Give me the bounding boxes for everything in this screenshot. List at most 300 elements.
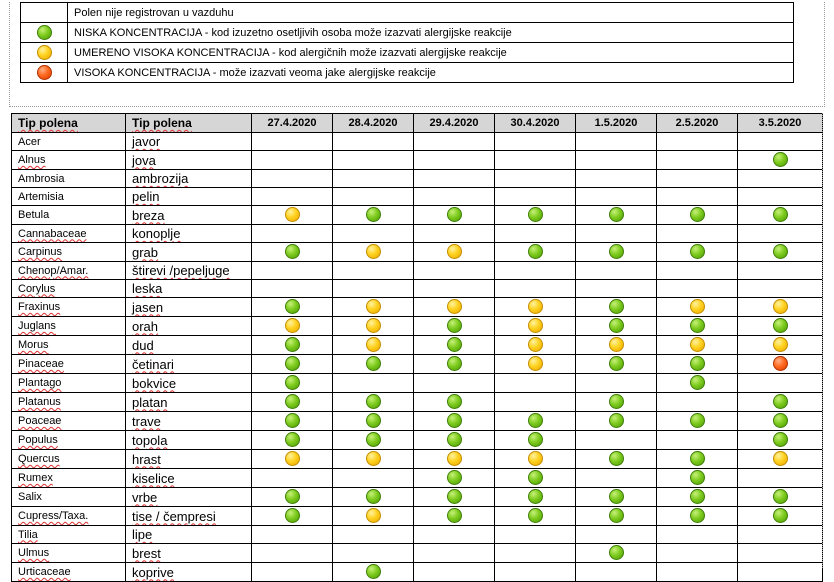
pollen-table <box>11 113 823 582</box>
concentration-cell <box>414 450 495 469</box>
concentration-cell <box>495 526 576 544</box>
green-dot-icon <box>609 318 624 333</box>
concentration-cell <box>252 355 333 374</box>
latin-name: Populus <box>18 434 58 446</box>
concentration-cell <box>252 526 333 544</box>
green-dot-icon <box>366 564 381 579</box>
concentration-cell <box>738 336 823 355</box>
yellow-dot-icon <box>609 337 624 352</box>
concentration-cell <box>657 262 738 280</box>
green-dot-icon <box>773 244 788 259</box>
table-row <box>12 280 823 298</box>
latin-name: Plantago <box>18 377 62 389</box>
local-name: platan <box>132 394 168 410</box>
concentration-cell <box>738 317 823 336</box>
legend-table <box>20 2 794 83</box>
concentration-cell <box>495 151 576 170</box>
concentration-cell <box>414 188 495 206</box>
concentration-cell <box>333 469 414 488</box>
latin-name: Poaceae <box>18 415 62 427</box>
column-header-label: Tip polena <box>132 116 192 130</box>
concentration-cell <box>252 317 333 336</box>
concentration-cell <box>414 280 495 298</box>
concentration-cell <box>576 280 657 298</box>
yellow-dot-icon <box>366 299 381 314</box>
concentration-cell <box>333 317 414 336</box>
column-header-pollen-type <box>12 114 126 133</box>
concentration-cell <box>495 374 576 393</box>
latin-name: Salix <box>18 491 42 503</box>
green-dot-icon <box>285 394 300 409</box>
concentration-cell <box>252 563 333 582</box>
local-name: leska <box>132 281 163 296</box>
concentration-cell <box>576 133 657 151</box>
local-name: vrbe <box>132 489 158 505</box>
green-dot-icon <box>609 451 624 466</box>
green-dot-icon <box>773 152 788 167</box>
concentration-cell <box>252 225 333 243</box>
green-dot-icon <box>609 489 624 504</box>
local-name: topola <box>132 432 168 448</box>
table-header-row <box>12 114 823 133</box>
green-dot-icon <box>285 244 300 259</box>
page-border <box>822 113 823 568</box>
concentration-cell <box>495 188 576 206</box>
concentration-cell <box>657 225 738 243</box>
yellow-dot-icon <box>366 451 381 466</box>
green-dot-icon <box>773 413 788 428</box>
concentration-cell <box>738 450 823 469</box>
concentration-cell <box>657 488 738 507</box>
latin-name: Rumex <box>18 472 53 484</box>
concentration-cell <box>333 336 414 355</box>
green-dot-icon <box>773 394 788 409</box>
concentration-cell <box>657 469 738 488</box>
local-name: ambrozija <box>132 171 189 186</box>
green-dot-icon <box>528 489 543 504</box>
green-dot-icon <box>609 356 624 371</box>
concentration-cell <box>657 133 738 151</box>
concentration-cell <box>576 507 657 526</box>
concentration-cell <box>657 393 738 412</box>
yellow-dot-icon <box>447 244 462 259</box>
concentration-cell <box>333 507 414 526</box>
concentration-cell <box>333 133 414 151</box>
concentration-cell <box>495 170 576 188</box>
local-name: lipe <box>132 527 153 542</box>
concentration-cell <box>657 374 738 393</box>
table-row <box>12 170 823 188</box>
concentration-cell <box>738 412 823 431</box>
concentration-cell <box>252 507 333 526</box>
concentration-cell <box>576 412 657 431</box>
concentration-cell <box>657 544 738 563</box>
concentration-cell <box>252 243 333 262</box>
concentration-cell <box>414 206 495 225</box>
concentration-cell <box>576 355 657 374</box>
concentration-cell <box>576 544 657 563</box>
green-dot-icon <box>366 489 381 504</box>
concentration-cell <box>738 374 823 393</box>
local-name: trave <box>132 413 161 429</box>
green-dot-icon <box>285 489 300 504</box>
table-row <box>12 243 823 262</box>
concentration-cell <box>576 526 657 544</box>
yellow-dot-icon <box>37 45 52 60</box>
concentration-cell <box>738 563 823 582</box>
concentration-cell <box>495 412 576 431</box>
green-dot-icon <box>366 413 381 428</box>
concentration-cell <box>252 280 333 298</box>
concentration-cell <box>414 355 495 374</box>
local-name: četinari <box>132 356 174 372</box>
concentration-cell <box>657 450 738 469</box>
legend-text: VISOKA KONCENTRACIJA - može izazvati veoma jake alergijske reakcije <box>68 63 794 83</box>
concentration-cell <box>495 355 576 374</box>
concentration-cell <box>252 431 333 450</box>
concentration-cell <box>576 469 657 488</box>
concentration-cell <box>495 280 576 298</box>
green-dot-icon <box>690 207 705 222</box>
latin-name: Tilia <box>18 528 38 541</box>
yellow-dot-icon <box>528 337 543 352</box>
concentration-cell <box>333 262 414 280</box>
column-header-date <box>333 114 414 133</box>
latin-name: Chenop/Amar. <box>18 264 89 277</box>
concentration-cell <box>738 469 823 488</box>
concentration-cell <box>495 133 576 151</box>
concentration-cell <box>252 469 333 488</box>
column-header-date <box>414 114 495 133</box>
concentration-cell <box>414 170 495 188</box>
table-row <box>12 450 823 469</box>
local-name: štirevi /pepeljuge <box>132 263 230 278</box>
yellow-dot-icon <box>285 318 300 333</box>
concentration-cell <box>252 170 333 188</box>
green-dot-icon <box>285 337 300 352</box>
concentration-cell <box>495 431 576 450</box>
concentration-cell <box>738 355 823 374</box>
local-name: orah <box>132 318 159 334</box>
concentration-cell <box>495 544 576 563</box>
concentration-cell <box>414 488 495 507</box>
concentration-cell <box>414 262 495 280</box>
yellow-dot-icon <box>447 299 462 314</box>
yellow-dot-icon <box>366 318 381 333</box>
green-dot-icon <box>528 432 543 447</box>
concentration-cell <box>738 507 823 526</box>
concentration-cell <box>333 374 414 393</box>
column-header-date <box>576 114 657 133</box>
concentration-cell <box>333 450 414 469</box>
concentration-cell <box>657 526 738 544</box>
green-dot-icon <box>609 394 624 409</box>
column-header-pollen-type <box>126 114 252 133</box>
latin-name: Carpinus <box>18 246 63 258</box>
column-header-label: 27.4.2020 <box>267 117 317 129</box>
concentration-cell <box>252 393 333 412</box>
latin-name: Cupress/Taxa. <box>18 510 89 522</box>
concentration-cell <box>576 563 657 582</box>
green-dot-icon <box>447 470 462 485</box>
green-dot-icon <box>528 508 543 523</box>
column-header-label: 2.5.2020 <box>675 117 719 129</box>
concentration-cell <box>414 225 495 243</box>
concentration-cell <box>576 243 657 262</box>
concentration-cell <box>414 151 495 170</box>
table-row <box>12 393 823 412</box>
concentration-cell <box>495 469 576 488</box>
table-row <box>12 317 823 336</box>
yellow-dot-icon <box>528 318 543 333</box>
concentration-cell <box>576 374 657 393</box>
yellow-dot-icon <box>447 451 462 466</box>
green-dot-icon <box>609 207 624 222</box>
concentration-cell <box>333 280 414 298</box>
concentration-cell <box>576 317 657 336</box>
green-dot-icon <box>447 508 462 523</box>
yellow-dot-icon <box>366 244 381 259</box>
concentration-cell <box>333 298 414 317</box>
green-dot-icon <box>366 356 381 371</box>
concentration-cell <box>414 336 495 355</box>
local-name: pelin <box>132 189 160 204</box>
concentration-cell <box>738 280 823 298</box>
latin-name: Alnus <box>18 154 46 166</box>
concentration-cell <box>495 450 576 469</box>
legend-text: Polen nije registrovan u vazduhu <box>68 3 794 23</box>
concentration-cell <box>495 225 576 243</box>
concentration-cell <box>333 526 414 544</box>
local-name: breza <box>132 207 165 223</box>
concentration-cell <box>252 206 333 225</box>
local-name: hrast <box>132 451 161 467</box>
table-row <box>12 298 823 317</box>
concentration-cell <box>738 170 823 188</box>
green-dot-icon <box>447 318 462 333</box>
concentration-cell <box>495 393 576 412</box>
yellow-dot-icon <box>773 299 788 314</box>
table-row <box>12 133 823 151</box>
table-body <box>12 133 823 582</box>
table-row <box>12 262 823 280</box>
green-dot-icon <box>447 337 462 352</box>
orange-dot-icon <box>773 356 788 371</box>
concentration-cell <box>252 374 333 393</box>
yellow-dot-icon <box>528 299 543 314</box>
green-dot-icon <box>447 394 462 409</box>
local-name: jova <box>132 152 156 168</box>
concentration-cell <box>414 431 495 450</box>
table-row <box>12 563 823 582</box>
concentration-cell <box>252 488 333 507</box>
green-dot-icon <box>447 413 462 428</box>
table-row <box>12 431 823 450</box>
green-dot-icon <box>447 432 462 447</box>
concentration-cell <box>333 206 414 225</box>
concentration-cell <box>252 412 333 431</box>
concentration-cell <box>333 563 414 582</box>
yellow-dot-icon <box>528 356 543 371</box>
latin-name: Cannabaceae <box>18 227 87 240</box>
local-name: koprive <box>132 564 174 580</box>
concentration-cell <box>252 188 333 206</box>
concentration-cell <box>738 544 823 563</box>
latin-name: Morus <box>18 339 49 351</box>
concentration-cell <box>252 298 333 317</box>
concentration-cell <box>738 243 823 262</box>
green-dot-icon <box>609 413 624 428</box>
concentration-cell <box>576 393 657 412</box>
green-dot-icon <box>447 489 462 504</box>
local-name: grab <box>132 244 159 260</box>
legend-row-moderate <box>21 43 794 63</box>
concentration-cell <box>495 336 576 355</box>
column-header-date <box>252 114 333 133</box>
concentration-cell <box>495 507 576 526</box>
concentration-cell <box>657 336 738 355</box>
local-name: javor <box>132 134 161 149</box>
yellow-dot-icon <box>690 337 705 352</box>
concentration-cell <box>738 188 823 206</box>
concentration-cell <box>252 151 333 170</box>
table-row <box>12 151 823 170</box>
legend-swatch-none <box>21 3 68 23</box>
green-dot-icon <box>285 356 300 371</box>
yellow-dot-icon <box>690 299 705 314</box>
table-row <box>12 225 823 243</box>
column-header-label: 30.4.2020 <box>510 117 560 129</box>
concentration-cell <box>576 206 657 225</box>
column-header-label: 1.5.2020 <box>594 117 638 129</box>
legend-text: NISKA KONCENTRACIJA - kod izuzetno osetljivih osoba može izazvati alergijske reakcije <box>68 23 794 43</box>
green-dot-icon <box>690 356 705 371</box>
concentration-cell <box>252 544 333 563</box>
concentration-cell <box>738 133 823 151</box>
concentration-cell <box>414 469 495 488</box>
concentration-cell <box>252 262 333 280</box>
concentration-cell <box>414 507 495 526</box>
table-row <box>12 355 823 374</box>
concentration-cell <box>414 374 495 393</box>
concentration-cell <box>657 355 738 374</box>
green-dot-icon <box>690 375 705 390</box>
concentration-cell <box>495 262 576 280</box>
green-dot-icon <box>609 545 624 560</box>
local-name: jasen <box>132 299 164 315</box>
local-name: konoplje <box>132 226 181 241</box>
concentration-cell <box>738 488 823 507</box>
concentration-cell <box>738 393 823 412</box>
green-dot-icon <box>528 244 543 259</box>
concentration-cell <box>333 431 414 450</box>
latin-name: Quercus <box>18 453 60 465</box>
table-row <box>12 336 823 355</box>
column-header-date <box>738 114 823 133</box>
concentration-cell <box>657 188 738 206</box>
table-row <box>12 544 823 563</box>
concentration-cell <box>657 317 738 336</box>
concentration-cell <box>576 336 657 355</box>
concentration-cell <box>333 488 414 507</box>
concentration-cell <box>738 298 823 317</box>
concentration-cell <box>576 488 657 507</box>
legend-row-low <box>21 23 794 43</box>
yellow-dot-icon <box>773 337 788 352</box>
concentration-cell <box>657 151 738 170</box>
legend-row-high <box>21 63 794 83</box>
green-dot-icon <box>690 244 705 259</box>
concentration-cell <box>414 393 495 412</box>
concentration-cell <box>657 298 738 317</box>
column-header-date <box>495 114 576 133</box>
concentration-cell <box>738 431 823 450</box>
latin-name: Platanus <box>18 396 61 408</box>
green-dot-icon <box>773 489 788 504</box>
concentration-cell <box>414 133 495 151</box>
concentration-cell <box>576 151 657 170</box>
yellow-dot-icon <box>285 451 300 466</box>
latin-name: Juglans <box>18 320 56 332</box>
concentration-cell <box>657 507 738 526</box>
concentration-cell <box>657 412 738 431</box>
concentration-cell <box>333 243 414 262</box>
concentration-cell <box>333 188 414 206</box>
concentration-cell <box>414 243 495 262</box>
local-name: tise / čempresi <box>132 508 216 524</box>
local-name: dud <box>132 337 154 353</box>
concentration-cell <box>252 450 333 469</box>
concentration-cell <box>414 412 495 431</box>
legend-text: UMERENO VISOKA KONCENTRACIJA - kod alergičnih može izazvati alergijske reakcije <box>68 43 794 63</box>
green-dot-icon <box>285 299 300 314</box>
column-header-label: 28.4.2020 <box>348 117 398 129</box>
yellow-dot-icon <box>528 451 543 466</box>
green-dot-icon <box>366 432 381 447</box>
concentration-cell <box>495 206 576 225</box>
concentration-cell <box>576 262 657 280</box>
concentration-cell <box>738 526 823 544</box>
concentration-cell <box>576 170 657 188</box>
green-dot-icon <box>447 207 462 222</box>
yellow-dot-icon <box>366 508 381 523</box>
green-dot-icon <box>285 413 300 428</box>
concentration-cell <box>333 170 414 188</box>
latin-name: Ulmus <box>18 547 50 559</box>
green-dot-icon <box>366 207 381 222</box>
concentration-cell <box>657 431 738 450</box>
concentration-cell <box>333 544 414 563</box>
table-row <box>12 412 823 431</box>
green-dot-icon <box>609 508 624 523</box>
concentration-cell <box>657 563 738 582</box>
concentration-cell <box>657 280 738 298</box>
green-dot-icon <box>285 432 300 447</box>
yellow-dot-icon <box>773 451 788 466</box>
green-dot-icon <box>690 413 705 428</box>
concentration-cell <box>576 225 657 243</box>
table-row <box>12 469 823 488</box>
green-dot-icon <box>773 432 788 447</box>
local-name: bokvice <box>132 375 177 391</box>
concentration-cell <box>576 188 657 206</box>
concentration-cell <box>738 262 823 280</box>
green-dot-icon <box>37 25 52 40</box>
latin-name: Betula <box>18 209 50 221</box>
table-row <box>12 507 823 526</box>
table-row <box>12 488 823 507</box>
concentration-cell <box>333 225 414 243</box>
